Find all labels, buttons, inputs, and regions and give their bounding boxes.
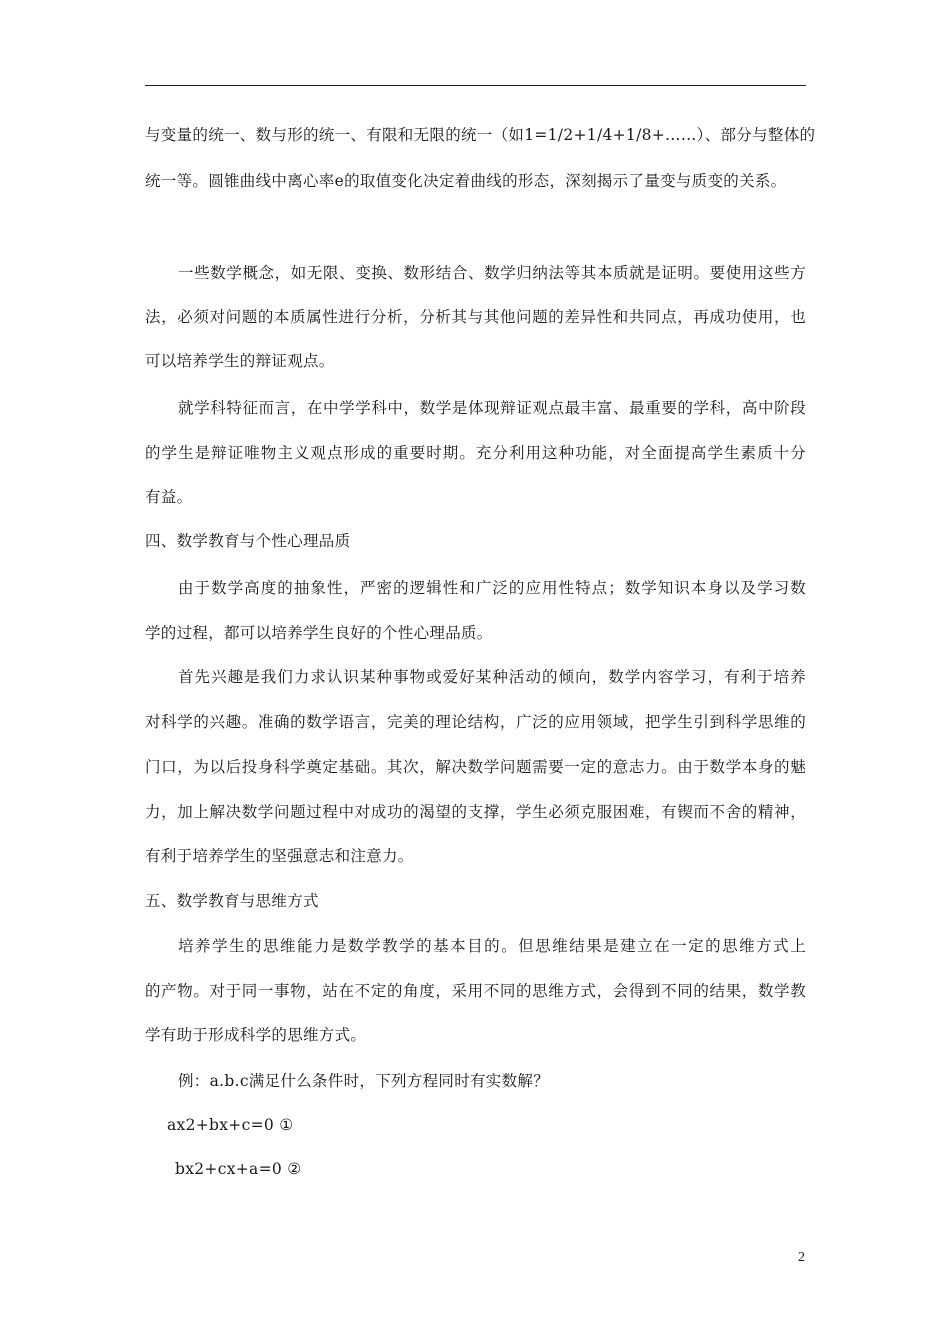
equation-1: ax2+bx+c=0 ① [167, 1116, 294, 1134]
body-line: 有益。 [145, 488, 193, 506]
body-line: 力，加上解决数学问题过程中对成功的渴望的支撑，学生必须克服困难，有锲而不舍的精神， [145, 803, 806, 821]
paragraph-first-line: 培养学生的思维能力是数学教学的基本目的。但思维结果是建立在一定的思维方式上 [178, 937, 806, 955]
header-rule [145, 85, 806, 86]
body-line: 与变量的统一、数与形的统一、有限和无限的统一（如1=1/2+1/4+1/8+……）、部分与整体的 [145, 126, 816, 144]
body-line: 的学生是辩证唯物主义观点形成的重要时期。充分利用这种功能，对全面提高学生素质十分 [145, 444, 806, 462]
body-line: 的产物。对于同一事物，站在不定的角度，采用不同的思维方式，会得到不同的结果，数学教 [145, 982, 806, 1000]
body-line: 可以培养学生的辩证观点。 [145, 352, 335, 370]
body-line: 学有助于形成科学的思维方式。 [145, 1026, 367, 1044]
paragraph-first-line: 由于数学高度的抽象性，严密的逻辑性和广泛的应用性特点；数学知识本身以及学习数 [178, 579, 806, 597]
example-line: 例：a.b.c满足什么条件时，下列方程同时有实数解？ [178, 1072, 549, 1090]
body-line: 有利于培养学生的坚强意志和注意力。 [145, 847, 414, 865]
body-line: 学的过程，都可以培养学生良好的个性心理品质。 [145, 624, 493, 642]
section-heading: 四、数学教育与个性心理品质 [145, 532, 351, 550]
equation-2: bx2+cx+a=0 ② [175, 1160, 302, 1178]
body-line: 统一等。圆锥曲线中离心率e的取值变化决定着曲线的形态，深刻揭示了量变与质变的关系。 [145, 172, 787, 190]
body-line: 门口，为以后投身科学奠定基础。其次，解决数学问题需要一定的意志力。由于数学本身的魅 [145, 758, 806, 776]
paragraph-first-line: 就学科特征而言，在中学学科中，数学是体现辩证观点最丰富、最重要的学科，高中阶段 [178, 399, 806, 417]
body-line: 法，必须对问题的本质属性进行分析，分析其与其他问题的差异性和共同点，再成功使用，也 [145, 308, 806, 326]
paragraph-first-line: 一些数学概念，如无限、变换、数形结合、数学归纳法等其本质就是证明。要使用这些方 [178, 264, 806, 282]
page-number: 2 [798, 1250, 805, 1265]
section-heading: 五、数学教育与思维方式 [145, 892, 319, 910]
body-line: 对科学的兴趣。准确的数学语言，完美的理论结构，广泛的应用领域，把学生引到科学思维的 [145, 713, 806, 731]
paragraph-first-line: 首先兴趣是我们力求认识某种事物或爱好某种活动的倾向，数学内容学习，有利于培养 [178, 668, 806, 686]
